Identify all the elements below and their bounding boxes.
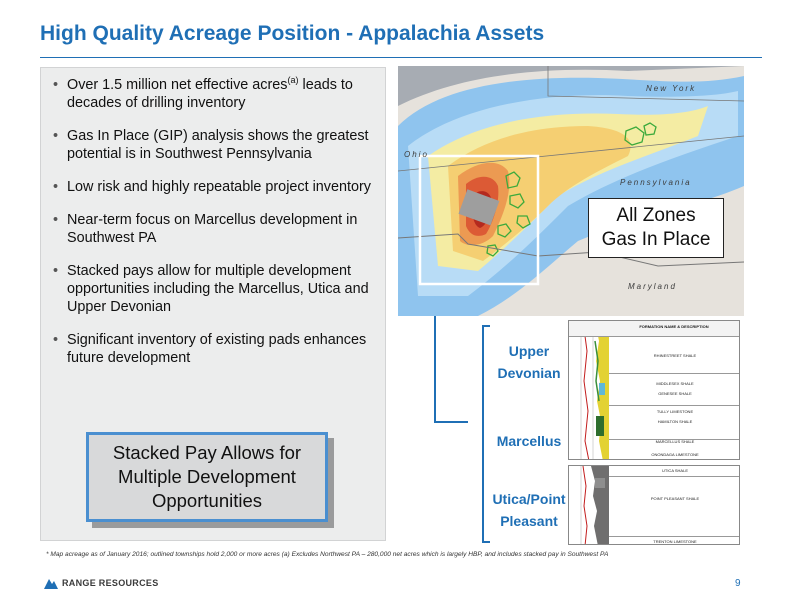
all-zones-label-box [588, 198, 724, 258]
stacked-pay-callout [86, 432, 328, 522]
well-log-lower [569, 466, 609, 545]
upper-devonian-label: Upper Devonian [497, 343, 561, 381]
formation-label: ONONDAGA LIMESTONE [651, 452, 699, 457]
bullet-item: • Significant inventory of existing pads enhances future development [53, 331, 381, 367]
bullet-item: • Gas In Place (GIP) analysis shows the greatest potential is in Southwest Pennsylvania [53, 127, 381, 163]
map-label-pennsylvania: Pennsylvania [620, 178, 692, 187]
range-logo-icon [44, 577, 58, 589]
strat-column-upper [568, 320, 740, 460]
formation-label: TULLY LIMESTONE [656, 409, 694, 414]
heatmap-graphic [398, 66, 744, 316]
gas-in-place-map [398, 66, 744, 316]
formation-label: MIDDLESEX SHALE [656, 381, 694, 386]
bullet-item: • Stacked pays allow for multiple development opportunities including the Marcellus, Utica and Upper Devonian [53, 262, 381, 316]
strat-header: FORMATION NAME & DESCRIPTION [569, 321, 739, 337]
bullet-item: • Near-term focus on Marcellus development in Southwest PA [53, 211, 381, 247]
bracket-top-tick [482, 325, 490, 327]
page-title: High Quality Acreage Position - Appalachia Assets [40, 22, 545, 45]
bracket-bottom-tick [482, 541, 490, 543]
footnote: * Map acreage as of January 2016; outlined townships hold 2,000 or more acres (a) Excludes Northwest PA – 280,000 net acres which is largely HBP, and includes stacked pay in Southwest PA [46, 551, 609, 558]
connector-vertical [434, 316, 436, 423]
company-logo [44, 577, 159, 589]
callout-text: Stacked Pay Allows for Multiple Development Opportunities [112, 442, 302, 511]
well-log-upper [569, 321, 609, 460]
bullet-item: • Low risk and highly repeatable project inventory [53, 178, 381, 196]
map-label-ohio: Ohio [404, 150, 429, 159]
formation-label: GENESEE SHALE [658, 391, 692, 396]
formation-label: UTICA SHALE [661, 468, 688, 473]
page-number: 9 [735, 578, 741, 589]
formation-label: HAMILTON SHALE [657, 419, 693, 424]
map-label-maryland: Maryland [628, 282, 677, 291]
utica-label: Utica/Point Pleasant [492, 491, 566, 529]
connector-horizontal [434, 421, 468, 423]
formation-label: TRENTON LIMESTONE [653, 539, 697, 544]
formation-label: RHINESTREET SHALE [653, 353, 697, 358]
title-divider [40, 57, 762, 58]
formation-label: MARCELLUS SHALE [655, 439, 695, 444]
logo-text: RANGE RESOURCES [62, 578, 159, 588]
all-zones-label: All Zones Gas In Place [601, 205, 711, 250]
bullet-panel [40, 67, 386, 541]
map-label-new-york: New York [646, 84, 697, 93]
bullet-item: • Over 1.5 million net effective acres$^{(a)}$ leads to decades of drilling inventory [53, 76, 381, 112]
bullet-list [53, 76, 381, 382]
marcellus-label: Marcellus [496, 433, 562, 449]
strat-column-lower [568, 465, 740, 545]
formation-label: POINT PLEASANT SHALE [650, 496, 700, 501]
